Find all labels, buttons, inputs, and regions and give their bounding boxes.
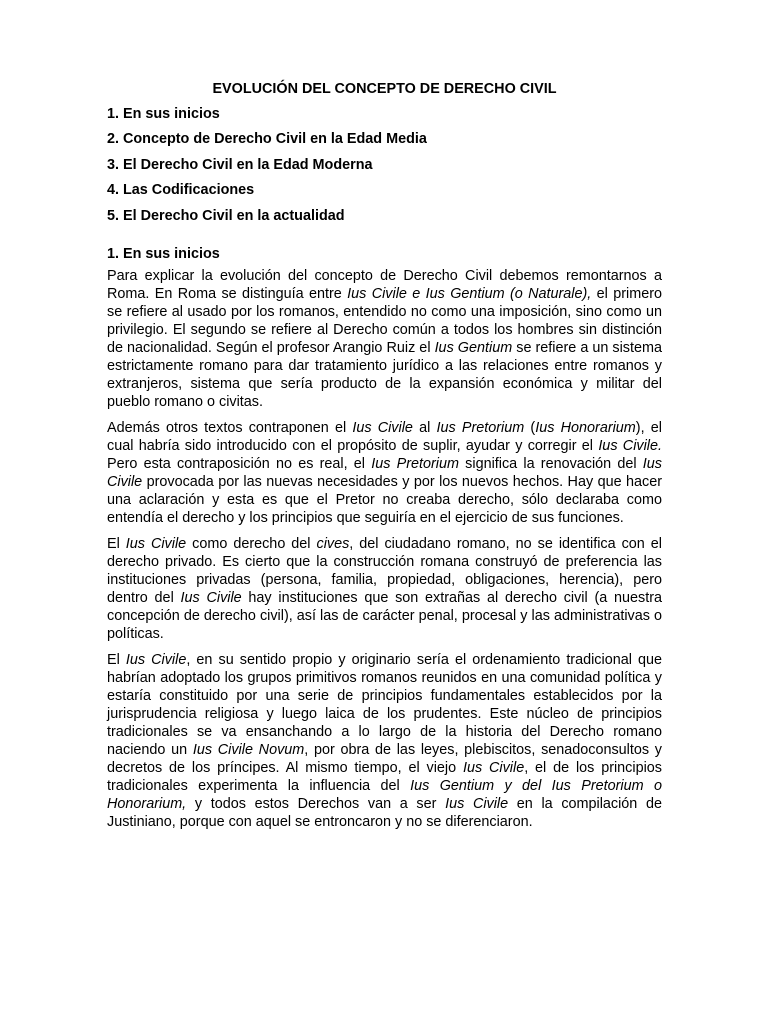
paragraph-4 (107, 651, 662, 831)
section-heading: 1. En sus inicios (107, 245, 220, 262)
toc-item-3: 3. El Derecho Civil en la Edad Moderna (107, 156, 373, 173)
italic-term: Ius Civile (445, 795, 509, 812)
text-run: El (107, 651, 126, 668)
italic-term: Ius Pretorium (371, 455, 459, 472)
text-run: como derecho del (186, 535, 317, 552)
text-run: , el de los principios tradicionales experimenta la influencia del (107, 759, 662, 794)
italic-term: Ius Civile Novum (192, 741, 305, 758)
text-run: provocada por las nuevas necesidades y por los nuevos hechos. Hay que hacer una aclaración y esta es que el Pretor no creaba derecho, sólo declaraba como entendía el derecho y los principios que seguiría en el ejercicio de sus funciones. (107, 473, 662, 526)
paragraph-3 (107, 535, 662, 643)
italic-term: Ius Civile (125, 535, 187, 552)
text-run: ( (524, 419, 536, 436)
text-run: , del ciudadano romano, no se identifica con el derecho privado. Es cierto que la construcción romana construyó de preferencia las instituciones privadas (persona, familia, propiedad, obligaciones, herencia), pero dentro del (107, 535, 662, 606)
toc-item-2: 2. Concepto de Derecho Civil en la Edad Media (107, 131, 427, 148)
text-run: Además otros textos contraponen el (107, 419, 353, 436)
italic-term: Ius Civile (107, 455, 662, 490)
text-run: en la compilación de Justiniano, porque con aquel se entroncaron y no se diferenciaron. (107, 795, 662, 830)
text-run: el primero se refiere al usado por los romanos, entendido no como una imposición, sino como un privilegio. El segundo se refiere al Derecho común a todos los hombres sin distinción de nacionalidad. Según el profesor Arangio Ruiz el (107, 285, 662, 356)
text-run: significa la renovación del (458, 455, 643, 472)
italic-term: Ius Civile (352, 419, 413, 436)
text-run: , por obra de las leyes, plebiscitos, senadoconsultos y decretos de los príncipes. Al mismo tiempo, el viejo (107, 741, 662, 776)
italic-term: cives (316, 535, 350, 552)
text-run: al (412, 419, 437, 436)
text-run: hay instituciones que son extrañas al derecho civil (a nuestra concepción de derecho civil), así las de carácter penal, procesal y las administrativas o políticas. (107, 589, 662, 642)
italic-term: Ius Civile (180, 589, 242, 606)
text-run: ), el cual habría sido introducido con el propósito de suplir, ayudar y corregir el (107, 419, 662, 454)
document-page (107, 80, 662, 839)
document-title: EVOLUCIÓN DEL CONCEPTO DE DERECHO CIVIL (212, 81, 557, 97)
toc-item-1: 1. En sus inicios (107, 106, 220, 122)
table-of-contents (107, 105, 662, 225)
text-run: El (107, 535, 126, 552)
toc-item-5: 5. El Derecho Civil en la actualidad (107, 207, 345, 224)
italic-term: Ius Honorarium (535, 419, 636, 436)
italic-term: Ius Gentium (434, 339, 513, 356)
italic-term: Ius Civile e Ius Gentium (o Naturale), (347, 285, 592, 302)
italic-term: Ius Civile. (598, 437, 662, 454)
toc-item-4: 4. Las Codificaciones (107, 182, 255, 199)
text-run: Pero esta contraposición no es real, el (107, 455, 372, 472)
paragraph-2 (107, 419, 662, 527)
text-run: , en su sentido propio y originario sería el ordenamiento tradicional que habrían adoptado los grupos primitivos romanos reunidos en una comunidad política y estaría constituido por una serie de principios fundamentales establecidos por la jurisprudencia religiosa y luego laica de los prudentes. Este núcleo de principios tradicionales se va ensanchando a lo largo de la historia del Derecho romano naciendo un (107, 651, 662, 758)
paragraph-1 (107, 267, 662, 411)
italic-term: Ius Gentium y del Ius Pretorium o Honorarium, (107, 777, 662, 812)
italic-term: Ius Civile (462, 759, 525, 776)
text-run: se refiere a un sistema estrictamente romano para dar tratamiento jurídico a las relaciones entre romanos y extranjeros, sistema que sería producto de la expansión económica y militar del pueblo romano o civitas. (107, 339, 662, 410)
italic-term: Ius Civile (125, 651, 187, 668)
text-run: y todos estos Derechos van a ser (186, 795, 446, 812)
italic-term: Ius Pretorium (436, 419, 525, 436)
text-run: Para explicar la evolución del concepto de Derecho Civil debemos remontarnos a Roma. En Roma se distinguía entre (107, 267, 662, 302)
